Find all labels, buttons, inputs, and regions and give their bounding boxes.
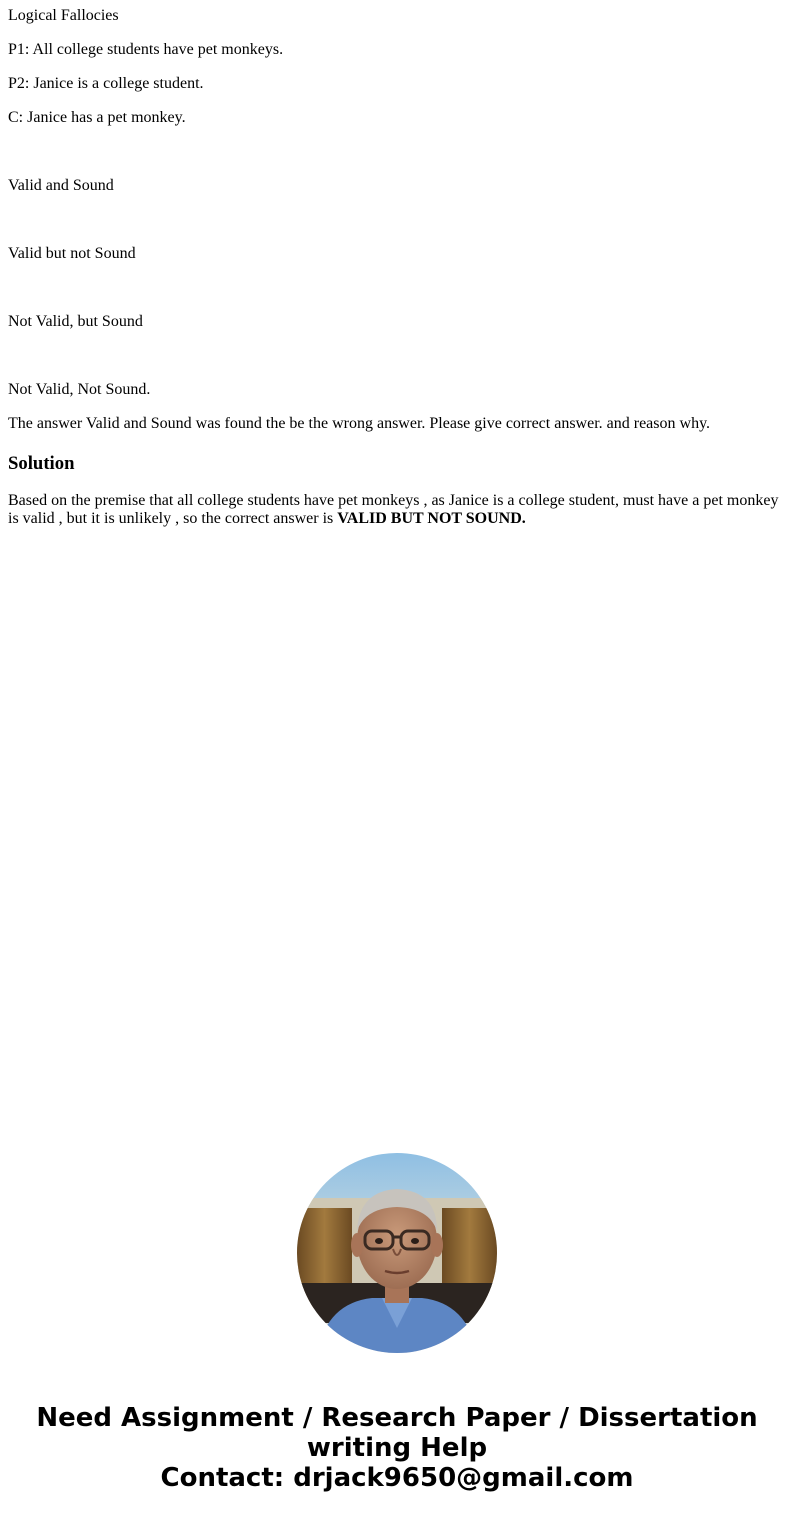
promo-line-1: Need Assignment / Research Paper / Dissertation writing Help — [36, 1403, 758, 1463]
solution-body — [8, 492, 786, 528]
solution-heading: Solution — [8, 453, 75, 474]
question-title: Logical Fallocies — [8, 7, 119, 24]
option-3: Not Valid, but Sound — [8, 313, 143, 330]
solution-text: Based on the premise that all college students have pet monkeys , as Janice is a college student, must have a pet monkey is valid , but it is unlikely , so the correct answer is — [8, 492, 779, 527]
promo-line-2: Contact: drjack9650@gmail.com — [160, 1463, 634, 1493]
premise-2: P2: Janice is a college student. — [8, 75, 204, 92]
option-4: Not Valid, Not Sound. — [8, 381, 151, 398]
option-2: Valid but not Sound — [8, 245, 136, 262]
solution-answer: VALID BUT NOT SOUND. — [337, 510, 526, 527]
promo-banner — [0, 1403, 794, 1493]
author-avatar — [297, 1153, 497, 1353]
author-photo-icon — [297, 1153, 497, 1353]
conclusion: C: Janice has a pet monkey. — [8, 109, 186, 126]
premise-1: P1: All college students have pet monkeys. — [8, 41, 284, 58]
option-1: Valid and Sound — [8, 177, 114, 194]
question-note: The answer Valid and Sound was found the be the wrong answer. Please give correct answer. and reason why. — [8, 415, 711, 432]
